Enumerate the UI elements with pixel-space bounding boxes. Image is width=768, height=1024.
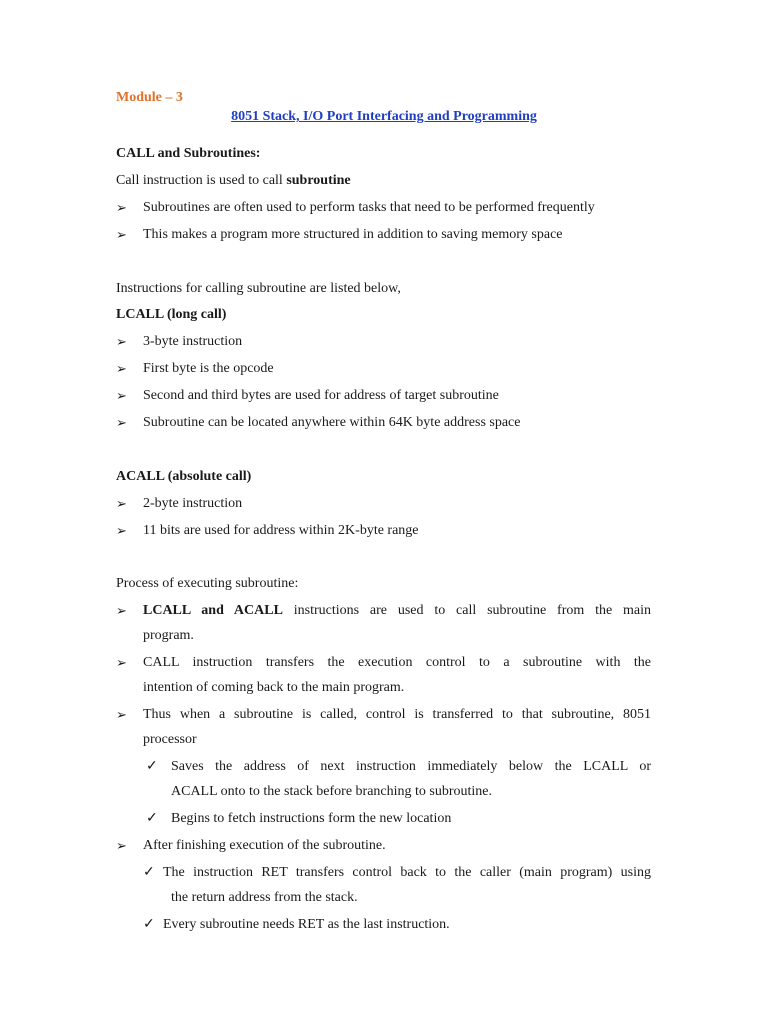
arrow-bullet-icon: ➢ xyxy=(116,496,127,511)
list-item: This makes a program more structured in addition to saving memory space xyxy=(143,227,563,242)
sub-list-item: The instruction RET transfers control back to the caller (main program) using xyxy=(163,865,651,880)
acall-heading: ACALL (absolute call) xyxy=(116,469,252,484)
arrow-bullet-icon: ➢ xyxy=(116,523,127,538)
call-intro-text: Call instruction is used to call xyxy=(116,173,287,188)
call-intro-bold: subroutine xyxy=(286,173,351,188)
list-item-bold: LCALL and ACALL xyxy=(143,603,283,618)
list-item: 11 bits are used for address within 2K-byte range xyxy=(143,523,419,538)
list-item: First byte is the opcode xyxy=(143,361,274,376)
instructions-intro: Instructions for calling subroutine are listed below, xyxy=(116,281,401,296)
process-heading: Process of executing subroutine: xyxy=(116,576,299,591)
call-intro xyxy=(116,172,351,190)
list-item: After finishing execution of the subroutine. xyxy=(143,838,386,853)
arrow-bullet-icon: ➢ xyxy=(116,415,127,430)
sub-list-item: Begins to fetch instructions form the new location xyxy=(171,811,452,826)
lcall-heading: LCALL (long call) xyxy=(116,307,227,322)
list-item-continuation: intention of coming back to the main program. xyxy=(143,680,405,695)
list-item: 2-byte instruction xyxy=(143,496,243,511)
list-item: Second and third bytes are used for address of target subroutine xyxy=(143,388,499,403)
call-heading: CALL and Subroutines: xyxy=(116,146,261,161)
sub-list-item-continuation: the return address from the stack. xyxy=(171,890,358,905)
arrow-bullet-icon: ➢ xyxy=(116,361,127,376)
sub-list-item: Saves the address of next instruction immediately below the LCALL or xyxy=(171,759,651,774)
sub-list-item: Every subroutine needs RET as the last instruction. xyxy=(163,917,450,932)
list-item: Thus when a subroutine is called, control is transferred to that subroutine, 8051 xyxy=(143,707,651,722)
module-label: Module – 3 xyxy=(116,90,183,105)
check-icon: ✓ xyxy=(143,865,155,880)
arrow-bullet-icon: ➢ xyxy=(116,603,127,618)
sub-list-item-continuation: ACALL onto to the stack before branching to subroutine. xyxy=(171,784,493,799)
arrow-bullet-icon: ➢ xyxy=(116,838,127,853)
arrow-bullet-icon: ➢ xyxy=(116,334,127,349)
check-icon: ✓ xyxy=(146,759,158,774)
list-item-continuation: processor xyxy=(143,732,197,747)
list-item: 3-byte instruction xyxy=(143,334,243,349)
check-icon: ✓ xyxy=(143,917,155,932)
arrow-bullet-icon: ➢ xyxy=(116,388,127,403)
list-item: CALL instruction transfers the execution control to a subroutine with the xyxy=(143,655,651,670)
arrow-bullet-icon: ➢ xyxy=(116,707,127,722)
arrow-bullet-icon: ➢ xyxy=(116,655,127,670)
page-title-text: 8051 Stack, I/O Port Interfacing and Programming xyxy=(231,109,537,124)
arrow-bullet-icon: ➢ xyxy=(116,200,127,215)
list-item: Subroutines are often used to perform tasks that need to be performed frequently xyxy=(143,200,595,215)
list-item-text: instructions are used to call subroutine from the main xyxy=(282,603,651,618)
check-icon: ✓ xyxy=(146,811,158,826)
page-title xyxy=(0,108,768,126)
arrow-bullet-icon: ➢ xyxy=(116,227,127,242)
list-item: Subroutine can be located anywhere within 64K byte address space xyxy=(143,415,521,430)
list-item xyxy=(143,602,651,620)
list-item-continuation: program. xyxy=(143,628,194,643)
